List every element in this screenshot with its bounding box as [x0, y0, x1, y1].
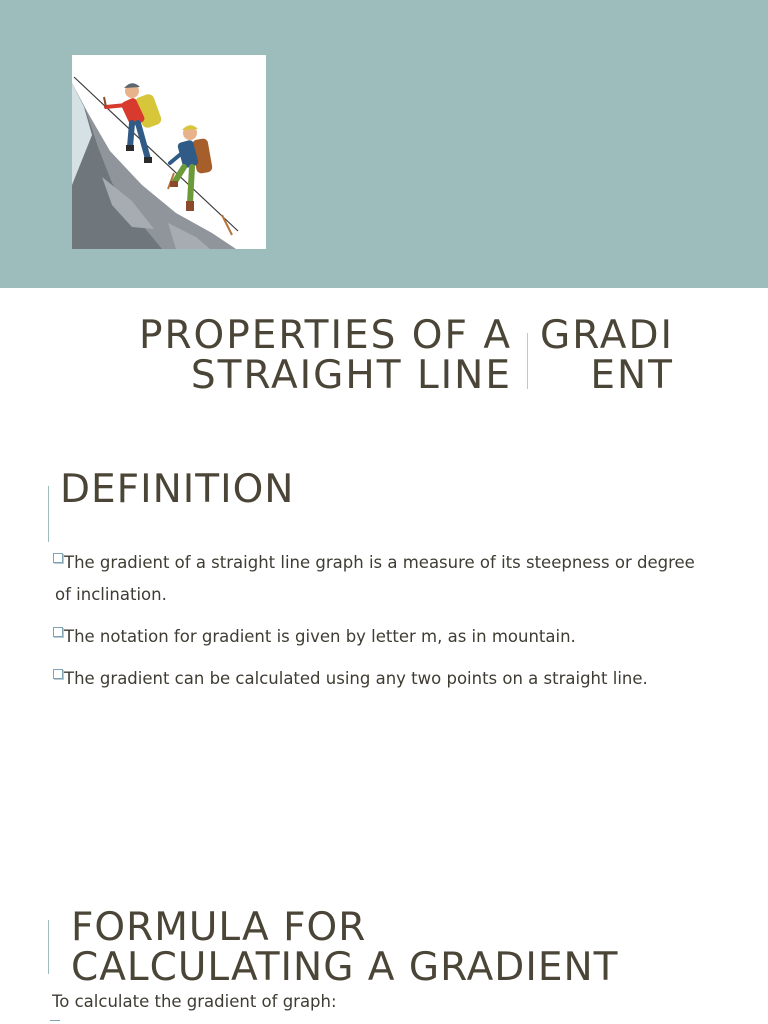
mountain-climbers-illustration — [72, 55, 266, 249]
formula-accent-bar — [48, 920, 49, 974]
slide-title-gradient — [536, 313, 674, 398]
definition-bullet-list — [55, 547, 695, 705]
checkbox-bullet-icon — [53, 627, 63, 637]
definition-accent-bar — [48, 486, 49, 542]
formula-intro-text: To calculate the gradient of graph: — [52, 992, 337, 1011]
formula-heading — [71, 905, 619, 990]
checkbox-bullet-icon — [53, 553, 63, 563]
list-item — [55, 547, 695, 611]
checkbox-bullet-icon — [53, 669, 63, 679]
definition-heading: DEFINITION — [60, 467, 295, 512]
checkbox-bullet-icon — [50, 1020, 60, 1024]
bullet-text: The gradient can be calculated using any two points on a straight line. — [64, 669, 648, 688]
title-left-line2: STRAIGHT LINE — [190, 353, 512, 398]
title-divider — [527, 333, 528, 389]
bullet-text: The notation for gradient is given by letter m, as in mountain. — [64, 627, 576, 646]
title-right-line2: ENT — [590, 353, 674, 398]
list-item — [55, 663, 695, 695]
title-right-line1: GRADI — [540, 313, 674, 358]
title-left-line1: PROPERTIES OF A — [138, 313, 512, 358]
slide-title-properties — [100, 313, 512, 398]
formula-heading-line2: CALCULATING A GRADIENT — [71, 945, 619, 990]
formula-heading-line1: FORMULA FOR — [71, 905, 367, 950]
bullet-text: The gradient of a straight line graph is a measure of its steepness or degree of inclination. — [55, 553, 695, 604]
list-item — [55, 621, 695, 653]
